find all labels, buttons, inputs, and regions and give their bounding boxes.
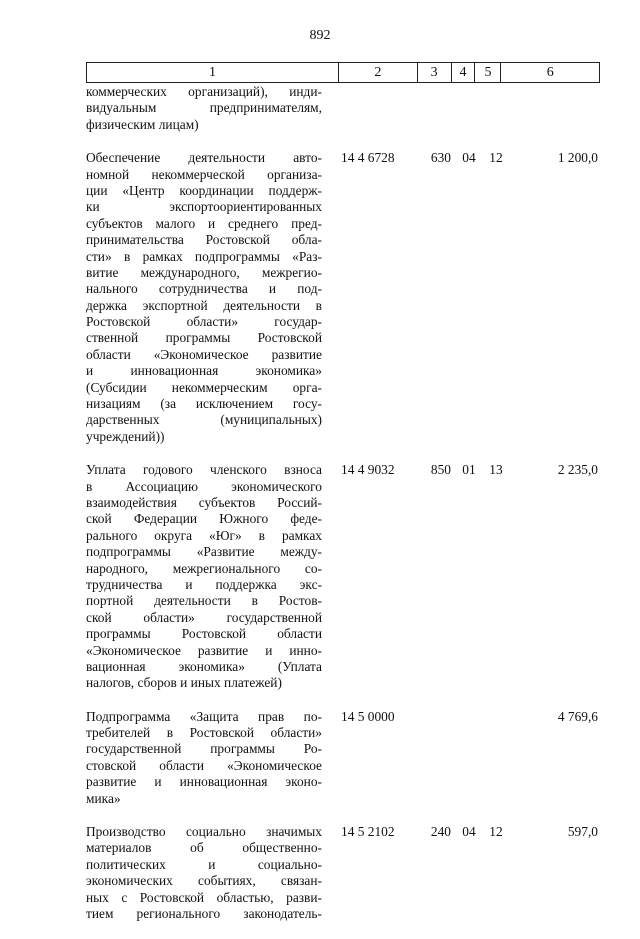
table-row [86, 709, 600, 807]
page-number: 892 [309, 28, 331, 43]
row-code: 14 5 0000 [341, 708, 395, 724]
description-line: (Субсидии некоммерческим орга- [86, 379, 322, 395]
header-col-2: 2 [339, 63, 418, 82]
description-line: Производство социально значимых [86, 824, 322, 840]
row-col-3: 850 [430, 462, 451, 478]
header-col-1: 1 [87, 63, 339, 82]
description-line: тием регионального законодатель- [86, 905, 322, 921]
row-code: 14 5 2102 [341, 824, 395, 840]
description-line: портной деятельности в Ростов- [86, 593, 322, 609]
description-line: коммерческих организаций), инди- [86, 84, 322, 99]
description-line: Подпрограмма «Защита прав по- [86, 708, 322, 724]
description-line: Обеспечение деятельности авто- [86, 150, 322, 166]
description-line: налогов, сборов и иных платежей) [86, 675, 282, 691]
description-line: рального округа «Юг» в рамках [86, 527, 322, 543]
description-line: принимательства Ростовской обла- [86, 232, 322, 248]
description-line: витие международного, межрегио- [86, 264, 322, 280]
description-line: трудничества и поддержка экс- [86, 576, 322, 592]
description-line: дарственных (муниципальных) [86, 412, 322, 428]
row-col-4: 04 [462, 150, 476, 166]
table-row [86, 462, 600, 691]
table-row [86, 150, 600, 445]
description-line: ки экспортоориентированных [86, 199, 322, 215]
description-line: и инновационная экономика» [86, 363, 322, 379]
description-line: ской области» государственной [86, 609, 322, 625]
description-line: ции «Центр координации поддерж- [86, 182, 322, 198]
description-line: ных с Ростовской областью, разви- [86, 889, 322, 905]
description-line: взаимодействия субъектов Россий- [86, 494, 322, 510]
description-line: мика» [86, 790, 121, 806]
header-col-6: 6 [546, 64, 554, 80]
row-col-3: 240 [430, 824, 451, 840]
row-col-5: 12 [489, 150, 503, 166]
description-line: субъектов малого и среднего пред- [86, 215, 322, 231]
description-line: требителей в Ростовской области» [86, 725, 322, 741]
description-line: народного, межрегионального со- [86, 560, 322, 576]
description-line: Уплата годового членского взноса [86, 462, 322, 478]
description-line: подпрограммы «Развитие между- [86, 544, 322, 560]
description-line: сти» в рамках подпрограммы «Раз- [86, 248, 322, 264]
description-line: учреждений)) [86, 428, 165, 444]
description-line: программы Ростовской области [86, 626, 322, 642]
row-col-5: 12 [489, 824, 503, 840]
row-description [86, 824, 322, 922]
description-line: государственной программы Ро- [86, 741, 322, 757]
description-line: вационная экономика» (Уплата [86, 658, 322, 674]
row-description [86, 462, 322, 691]
table-row [86, 84, 600, 133]
row-col-4: 01 [462, 462, 476, 478]
table-body [86, 84, 600, 939]
row-description [86, 84, 322, 133]
description-line: стовской области «Экономическое [86, 757, 322, 773]
description-line: области «Экономическое развитие [86, 346, 322, 362]
description-line: в Ассоциацию экономического [86, 478, 322, 494]
description-line: ственной программы Ростовской [86, 330, 322, 346]
description-line: «Экономическое развитие и инно- [86, 642, 322, 658]
row-amount: 2 235,0 [557, 462, 598, 478]
row-amount: 4 769,6 [557, 708, 598, 724]
table-header [86, 62, 600, 83]
header-col-3: 3 [418, 63, 452, 82]
description-line: низациям (за исключением госу- [86, 396, 322, 412]
row-description [86, 150, 322, 445]
row-description [86, 709, 322, 807]
row-col-4: 04 [462, 824, 476, 840]
description-line: видуальным предпринимателям, [86, 100, 322, 116]
description-line: материалов об общественно- [86, 840, 322, 856]
description-line: Ростовской области» государ- [86, 314, 322, 330]
header-col-5: 5 [475, 63, 501, 82]
description-line: держка экспортной деятельности в [86, 297, 322, 313]
row-code: 14 4 6728 [341, 150, 395, 166]
description-line: физическим лицам) [86, 116, 199, 132]
row-col-5: 13 [489, 462, 503, 478]
description-line: нального сотрудничества и под- [86, 281, 322, 297]
description-line: политических и социально- [86, 856, 322, 872]
description-line: номной некоммерческой организа- [86, 166, 322, 182]
row-amount: 1 200,0 [557, 150, 598, 166]
row-amount: 597,0 [567, 824, 598, 840]
description-line: экономических событиях, связан- [86, 873, 322, 889]
row-col-3: 630 [430, 150, 451, 166]
description-line: ской Федерации Южного феде- [86, 511, 322, 527]
header-col-4: 4 [452, 63, 476, 82]
description-line: развитие и инновационная эконо- [86, 774, 322, 790]
table-row [86, 824, 600, 922]
row-code: 14 4 9032 [341, 462, 395, 478]
